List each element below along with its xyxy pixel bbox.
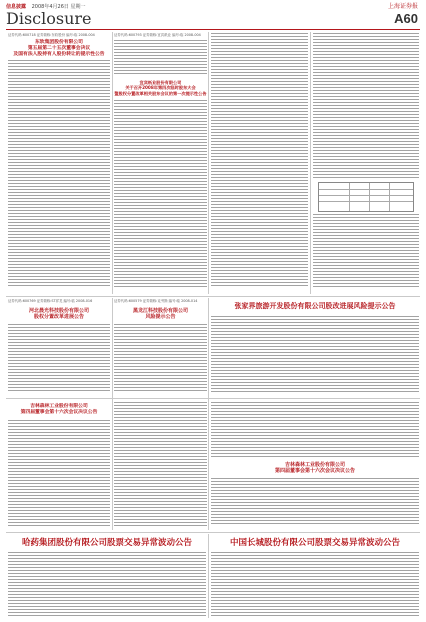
panel-code-line: 证券代码:600579 证券简称:克劳斯 编号:临 2008-014 — [114, 299, 198, 303]
announcement-body — [8, 324, 110, 392]
newspaper-name: 上海证券报 — [387, 3, 418, 10]
panel-code-line: 证券代码:600718 证券简称:东软股份 编号:临 2008-004 — [8, 33, 95, 37]
issue-date: 2008年4月26日 星期一 — [31, 4, 86, 10]
column-divider — [208, 32, 209, 294]
column-divider — [208, 298, 209, 530]
announcement-body — [114, 40, 207, 74]
column-divider — [112, 32, 113, 294]
panel-code-line: 证券代码:600793 证券简称:宜宾纸业 编号:临 2008-004 — [114, 33, 201, 37]
section-divider — [6, 398, 420, 399]
announcement-body — [313, 214, 419, 288]
page-number: A60 — [394, 11, 418, 26]
announcement-title: 吉林森林工业股份有限公司 第四届董事会第十六次会议决议公告 — [20, 404, 98, 415]
announcement-body — [211, 402, 419, 458]
announcement-body — [211, 33, 308, 288]
announcement-title: 东软集团股份有限公司 第五届第二十五次董事会决议 及国有法人股持有人股份转让的提示性公告 — [13, 40, 105, 57]
column-divider — [310, 32, 311, 294]
announcement-title: 哈药集团股份有限公司股票交易异常波动公告 — [21, 538, 192, 548]
announcement-title: 中国长城股份有限公司股票交易异常波动公告 — [229, 538, 400, 548]
announcement-title: 河北晨光科技股份有限公司 股权分置改革进展公告 — [28, 308, 89, 321]
announcement-body — [114, 402, 207, 526]
section-brand: 信息披露 — [6, 4, 27, 10]
announcement-body — [8, 420, 110, 526]
announcement-title: 黑龙江科技股份有限公司 风险提示公告 — [132, 308, 188, 321]
announcement-body — [114, 100, 207, 288]
announcement-title: 宜宾纸业股份有限公司 关于召开2008年第四次临时股东大会 暨股权分置改革相关股东会议的第一次提示性公告 — [114, 80, 207, 96]
announcement-body — [8, 60, 110, 288]
column-divider — [208, 534, 209, 618]
column-divider — [112, 298, 113, 530]
section-divider — [6, 296, 420, 297]
announcement-title: 张家界旅游开发股份有限公司股改进展风险提示公告 — [234, 302, 396, 310]
announcement-body — [211, 552, 419, 616]
data-table — [318, 182, 414, 212]
header-rule — [6, 29, 420, 30]
section-title: Disclosure — [6, 9, 92, 28]
masthead — [6, 10, 420, 28]
announcement-body — [313, 33, 419, 178]
panel-code-line: 证券代码:600769 证券简称:ST祥龙 编号:临 2008-016 — [8, 299, 93, 303]
announcement-title: 吉林森林工业股份有限公司 第四届董事会第十六次会议决议公告 — [274, 462, 355, 475]
announcement-body — [211, 478, 419, 526]
announcement-body — [211, 316, 419, 394]
announcement-body — [114, 324, 207, 392]
section-divider — [6, 532, 420, 533]
announcement-body — [8, 552, 206, 616]
